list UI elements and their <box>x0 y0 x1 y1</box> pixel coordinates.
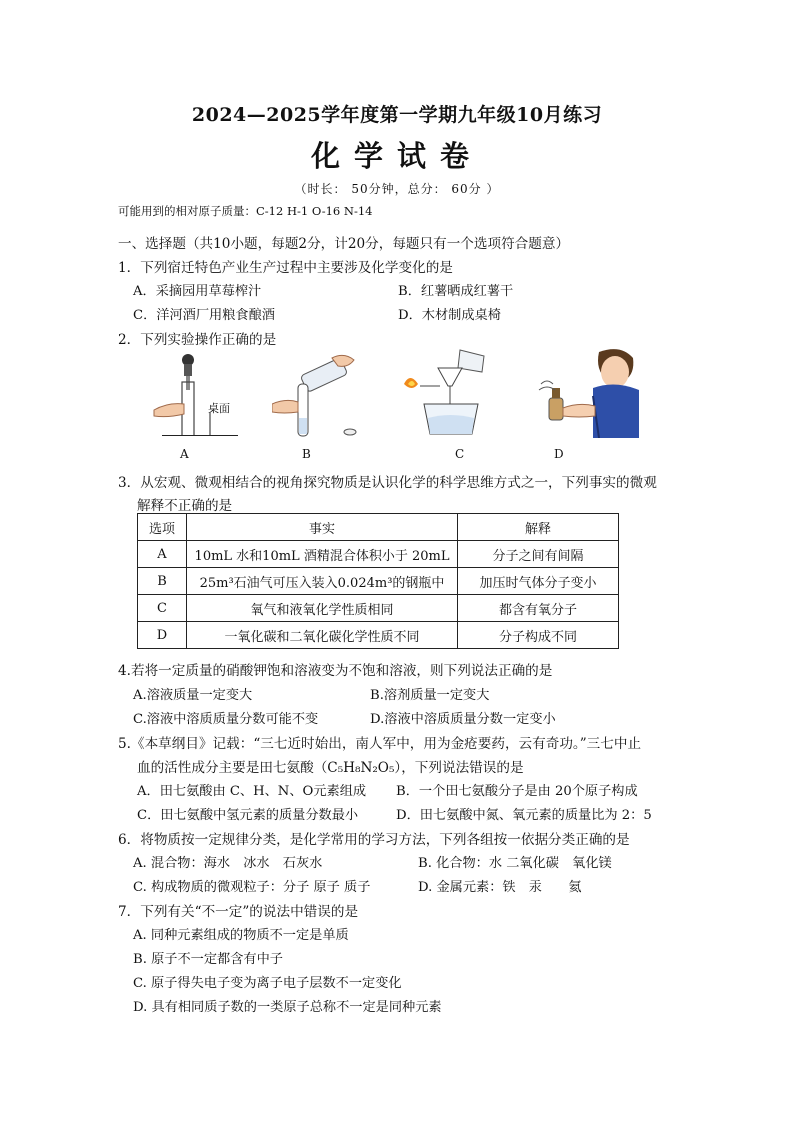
q5-option-c: C．田七氨酸中氢元素的质量分数最小 <box>137 808 359 823</box>
table-cell: 分子构成不同 <box>458 622 619 649</box>
q6-option-d: D. 金属元素：铁 汞 氦 <box>418 880 582 895</box>
figure-label-d: D <box>554 447 564 461</box>
exam-subtitle: 化学试卷 <box>310 139 483 173</box>
desk-label: 桌面 <box>208 402 230 415</box>
q5-option-b: B．一个田七氨酸分子是由 20个原子构成 <box>396 784 638 799</box>
q7-option-d: D. 具有相同质子数的一类原子总称不一定是同种元素 <box>133 1000 442 1015</box>
exam-duration: （时长： 50分钟，总分： 60分 ） <box>294 182 500 196</box>
table-row <box>138 595 619 622</box>
table-cell: B <box>138 568 187 595</box>
atomic-masses: 可能用到的相对原子质量：C-12 H-1 O-16 N-14 <box>118 204 373 218</box>
q4-option-b: B.溶剂质量一定变大 <box>370 688 490 703</box>
table-cell: 加压时气体分子变小 <box>458 568 619 595</box>
table-cell: 一氧化碳和二氧化碳化学性质不同 <box>187 622 458 649</box>
q4-stem: 4.若将一定质量的硝酸钾饱和溶液变为不饱和溶液，则下列说法正确的是 <box>118 663 553 679</box>
q3-stem-line2: 解释不正确的是 <box>137 498 233 514</box>
q3-stem-line1: 3．从宏观、微观相结合的视角探究物质是认识化学的科学思维方式之一，下列事实的微观 <box>118 475 657 491</box>
table-cell: 10mL 水和10mL 酒精混合体积小于 20mL <box>187 541 458 568</box>
table-row <box>138 541 619 568</box>
q1-option-b: B．红薯晒成红薯干 <box>398 284 514 299</box>
q6-option-b: B. 化合物：水 二氧化碳 氧化镁 <box>418 856 612 871</box>
exam-title: 2024—2025学年度第一学期九年级10月练习 <box>191 104 603 126</box>
table-row <box>138 568 619 595</box>
figure-c-filtration <box>400 346 510 440</box>
section-heading: 一、选择题（共10小题，每题2分，计20分，每题只有一个选项符合题意） <box>118 236 570 252</box>
q7-option-b: B. 原子不一定都含有中子 <box>133 952 283 967</box>
q6-option-c: C. 构成物质的微观粒子：分子 原子 质子 <box>133 880 371 895</box>
q1-stem: 1．下列宿迁特色产业生产过程中主要涉及化学变化的是 <box>118 260 453 276</box>
q4-option-a: A.溶液质量一定变大 <box>133 688 253 703</box>
q2-stem: 2．下列实验操作正确的是 <box>118 332 277 348</box>
figure-label-a: A <box>180 447 189 461</box>
q7-option-a: A. 同种元素组成的物质不一定是单质 <box>133 928 349 943</box>
table-header-explanation: 解释 <box>458 514 619 541</box>
table-cell: D <box>138 622 187 649</box>
figure-a-dropper <box>148 352 238 436</box>
q3-table <box>137 513 619 649</box>
figure-b-pouring <box>272 352 362 440</box>
table-cell: 都含有氧分子 <box>458 595 619 622</box>
figure-label-b: B <box>302 447 311 461</box>
q7-option-c: C. 原子得失电子变为离子电子层数不一定变化 <box>133 976 402 991</box>
table-cell: 分子之间有间隔 <box>458 541 619 568</box>
q5-stem-line2: 血的活性成分主要是田七氨酸（C₅H₈N₂O₅），下列说法错误的是 <box>137 760 524 776</box>
q5-stem-line1: 5.《本草纲目》记载：“三七近时始出，南人军中，用为金疮要药，云有奇功。”三七中止 <box>118 736 642 752</box>
table-cell: C <box>138 595 187 622</box>
q7-stem: 7．下列有关“不一定”的说法中错误的是 <box>118 904 359 920</box>
q1-option-a: A．采摘园用草莓榨汁 <box>133 284 262 299</box>
q6-stem: 6．将物质按一定规律分类，是化学常用的学习方法，下列各组按一依据分类正确的是 <box>118 832 630 848</box>
table-header-fact: 事实 <box>187 514 458 541</box>
q5-option-d: D．田七氨酸中氮、氧元素的质量比为 2：5 <box>396 808 652 823</box>
table-cell: 25m³石油气可压入装入0.024m³的钢瓶中 <box>187 568 458 595</box>
q6-option-a: A. 混合物：海水 冰水 石灰水 <box>133 856 323 871</box>
table-header-option: 选项 <box>138 514 187 541</box>
table-cell: A <box>138 541 187 568</box>
q4-option-c: C.溶液中溶质质量分数可能不变 <box>133 712 319 727</box>
q1-option-c: C．洋河酒厂用粮食酿酒 <box>133 308 275 323</box>
figure-label-c: C <box>455 447 465 461</box>
q4-option-d: D.溶液中溶质质量分数一定变小 <box>370 712 556 727</box>
table-row <box>138 622 619 649</box>
table-cell: 氧气和液氧化学性质相同 <box>187 595 458 622</box>
q1-option-d: D．木材制成桌椅 <box>398 308 501 323</box>
figure-d-smelling <box>535 344 645 438</box>
q5-option-a: A．田七氨酸由 C、H、N、O元素组成 <box>137 784 367 799</box>
table-header-row <box>138 514 619 541</box>
